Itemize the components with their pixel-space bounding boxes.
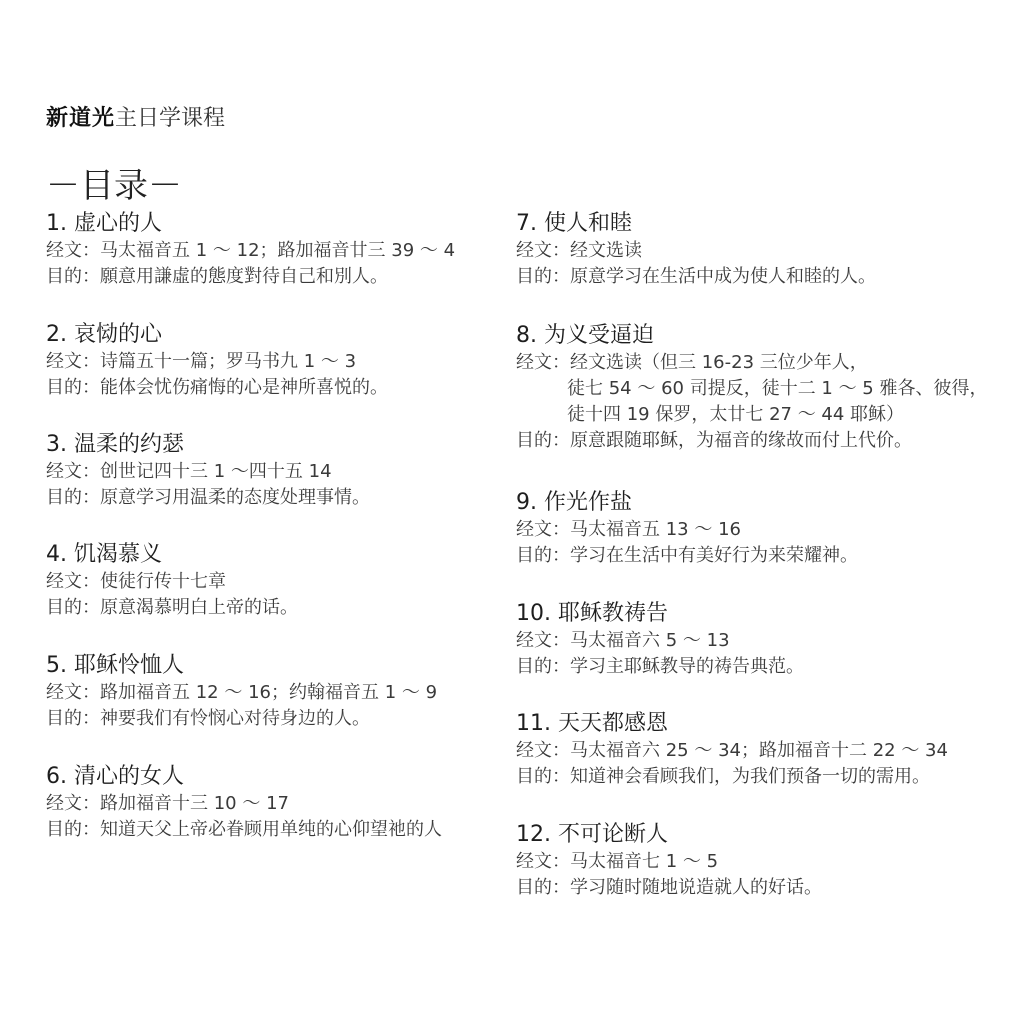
lesson-scripture: 经文：经文选读（但三 16-23 三位少年人， xyxy=(516,352,868,373)
lesson-scripture: 经文：马太福音六 25 ～ 34；路加福音十二 22 ～ 34 xyxy=(516,740,948,761)
lesson-8 xyxy=(516,322,996,454)
lesson-purpose: 目的：願意用謙虛的態度對待自己和別人。 xyxy=(46,266,388,287)
lesson-12 xyxy=(516,821,996,901)
lesson-scripture: 经文：路加福音十三 10 ～ 17 xyxy=(46,793,289,814)
lesson-title: 1. 虚心的人 xyxy=(46,211,162,236)
lesson-title: 10. 耶稣教祷告 xyxy=(516,601,668,626)
lesson-title: 5. 耶稣怜恤人 xyxy=(46,653,184,678)
lesson-scripture: 经文：马太福音七 1 ～ 5 xyxy=(516,851,719,872)
toc-title-dash-left: － xyxy=(46,166,80,206)
lesson-11 xyxy=(516,710,996,790)
lesson-purpose: 目的：原意学习用温柔的态度处理事情。 xyxy=(46,487,370,508)
lesson-2 xyxy=(46,321,526,401)
lesson-10 xyxy=(516,600,996,680)
lesson-title: 6. 清心的女人 xyxy=(46,764,184,789)
lesson-title: 9. 作光作盐 xyxy=(516,490,632,515)
lesson-scripture: 经文：使徒行传十七章 xyxy=(46,571,226,592)
lesson-6 xyxy=(46,763,526,843)
course-name: 主日学课程 xyxy=(115,106,226,131)
lesson-purpose: 目的：神要我们有怜悯心对待身边的人。 xyxy=(46,708,370,729)
lesson-scripture: 经文：马太福音六 5 ～ 13 xyxy=(516,630,730,651)
lesson-title: 2. 哀恸的心 xyxy=(46,322,162,347)
lesson-title: 12. 不可论断人 xyxy=(516,822,668,847)
toc-title xyxy=(46,164,182,208)
lesson-scripture-continued: 徒十四 19 保罗，太廿七 27 ～ 44 耶稣） xyxy=(567,404,905,425)
lesson-purpose: 目的：学习在生活中有美好行为来荣耀神。 xyxy=(516,545,858,566)
lesson-scripture: 经文：创世记四十三 1 ～四十五 14 xyxy=(46,461,332,482)
lesson-purpose: 目的：原意学习在生活中成为使人和睦的人。 xyxy=(516,266,876,287)
lesson-title: 8. 为义受逼迫 xyxy=(516,323,654,348)
lesson-title: 7. 使人和睦 xyxy=(516,211,632,236)
lesson-purpose: 目的：原意跟随耶稣，为福音的缘故而付上代价。 xyxy=(516,430,912,451)
toc-title-text: 目录 xyxy=(80,166,148,206)
lesson-3 xyxy=(46,431,526,511)
lesson-purpose: 目的：知道神会看顾我们，为我们预备一切的需用。 xyxy=(516,766,930,787)
lesson-title: 11. 天天都感恩 xyxy=(516,711,668,736)
lesson-7 xyxy=(516,210,996,290)
lesson-scripture: 经文：路加福音五 12 ～ 16；约翰福音五 1 ～ 9 xyxy=(46,682,438,703)
lesson-4 xyxy=(46,541,526,621)
lesson-purpose: 目的：能体会忧伤痛悔的心是神所喜悦的。 xyxy=(46,377,388,398)
header xyxy=(46,104,225,134)
lesson-scripture: 经文：马太福音五 13 ～ 16 xyxy=(516,519,741,540)
toc-title-dash-right: － xyxy=(148,166,182,206)
lesson-scripture: 经文：经文选读 xyxy=(516,240,642,261)
lesson-title: 4. 饥渴慕义 xyxy=(46,542,162,567)
lesson-purpose: 目的：原意渴慕明白上帝的话。 xyxy=(46,597,298,618)
lesson-purpose: 目的：学习随时随地说造就人的好话。 xyxy=(516,877,822,898)
lesson-purpose: 目的：学习主耶稣教导的祷告典范。 xyxy=(516,656,804,677)
lesson-5 xyxy=(46,652,526,732)
lesson-scripture-continued: 徒七 54 ～ 60 司提反，徒十二 1 ～ 5 雅各、彼得， xyxy=(567,378,988,399)
lesson-scripture: 经文：马太福音五 1 ～ 12；路加福音廿三 39 ～ 4 xyxy=(46,240,456,261)
lesson-title: 3. 温柔的约瑟 xyxy=(46,432,184,457)
lesson-purpose: 目的：知道天父上帝必眷顾用单纯的心仰望祂的人 xyxy=(46,819,442,840)
lesson-scripture: 经文：诗篇五十一篇；罗马书九 1 ～ 3 xyxy=(46,351,357,372)
lesson-9 xyxy=(516,489,996,569)
brand-name: 新道光 xyxy=(46,106,116,131)
lesson-1 xyxy=(46,210,526,290)
